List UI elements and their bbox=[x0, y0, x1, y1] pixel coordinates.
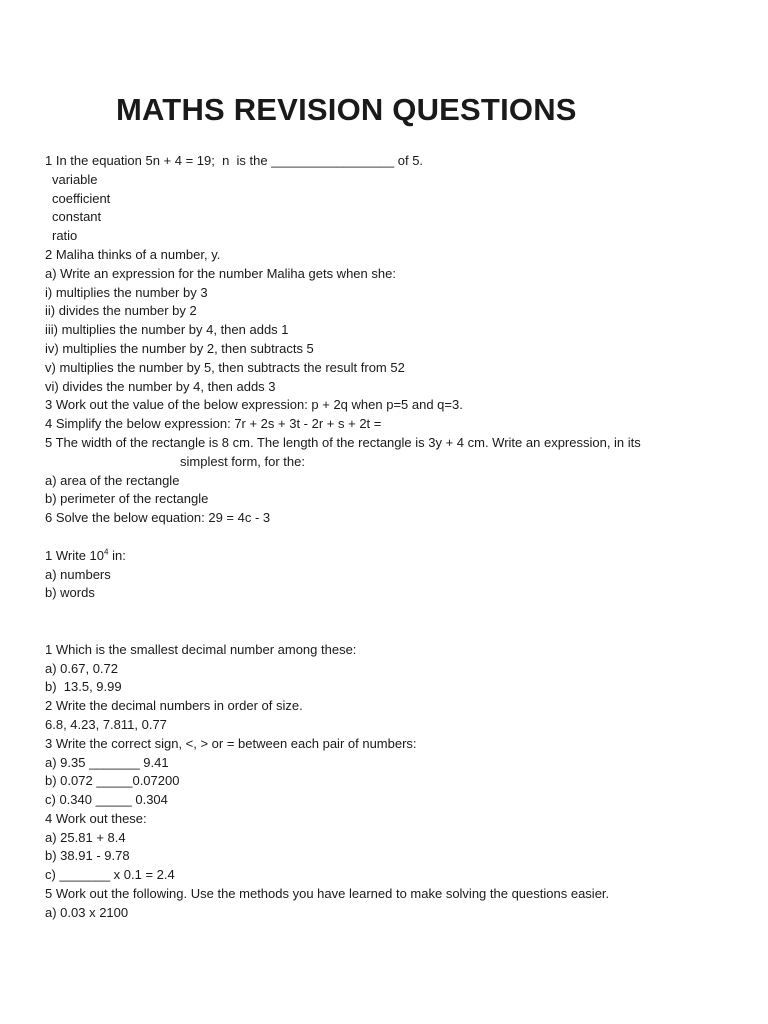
decimals-question-4: 4 Work out these: bbox=[45, 810, 147, 826]
decimals-values: 6.8, 4.23, 7.811, 0.77 bbox=[45, 716, 167, 732]
question-2: 2 Maliha thinks of a number, y. bbox=[45, 246, 221, 262]
question-1: 1 In the equation 5n + 4 = 19; n is the _________________ of 5. bbox=[45, 153, 424, 168]
decimals-part: a) 0.67, 0.72 bbox=[45, 660, 118, 676]
question-6: 6 Solve the below equation: 29 = 4c - 3 bbox=[45, 510, 271, 526]
question-2-part: vi) divides the number by 4, then adds 3 bbox=[45, 378, 276, 394]
question-3: 3 Work out the value of the below expression: p + 2q when p=5 and q=3. bbox=[45, 397, 463, 413]
page-title: MATHS REVISION QUESTIONS bbox=[116, 92, 577, 127]
decimals-part: c) _______ x 0.1 = 2.4 bbox=[45, 867, 175, 883]
powers-part: b) words bbox=[45, 585, 95, 601]
powers-question-1 bbox=[45, 547, 745, 566]
question-2a: a) Write an expression for the number Maliha gets when she: bbox=[45, 265, 396, 281]
question-5-part: a) area of the rectangle bbox=[45, 472, 180, 488]
option-constant: constant bbox=[52, 209, 102, 225]
decimals-part: b) 13.5, 9.99 bbox=[45, 679, 122, 695]
question-2-part: iii) multiplies the number by 4, then adds 1 bbox=[45, 322, 289, 338]
decimals-part: a) 9.35 _______ 9.41 bbox=[45, 754, 169, 770]
question-5: 5 The width of the rectangle is 8 cm. The length of the rectangle is 3y + 4 cm. Write an expression, in its bbox=[45, 434, 641, 450]
decimals-question-2: 2 Write the decimal numbers in order of size. bbox=[45, 698, 303, 714]
powers-part: a) numbers bbox=[45, 566, 111, 582]
question-body bbox=[45, 152, 745, 923]
question-2-part: i) multiplies the number by 3 bbox=[45, 284, 208, 300]
decimals-part: a) 25.81 + 8.4 bbox=[45, 829, 126, 845]
option-ratio: ratio bbox=[52, 228, 78, 244]
question-2-part: v) multiplies the number by 5, then subtracts the result from 52 bbox=[45, 359, 405, 375]
question-2-part: iv) multiplies the number by 2, then subtracts 5 bbox=[45, 340, 314, 356]
option-variable: variable bbox=[52, 171, 98, 187]
decimals-part: c) 0.340 _____ 0.304 bbox=[45, 792, 168, 808]
decimals-question-1: 1 Which is the smallest decimal number among these: bbox=[45, 641, 357, 657]
decimals-part: b) 38.91 - 9.78 bbox=[45, 848, 130, 864]
question-2-part: ii) divides the number by 2 bbox=[45, 303, 197, 319]
powers-suffix: in: bbox=[108, 547, 126, 563]
decimals-question-5: 5 Work out the following. Use the methods you have learned to make solving the questions easier. bbox=[45, 886, 610, 902]
decimals-question-3: 3 Write the correct sign, <, > or = between each pair of numbers: bbox=[45, 735, 417, 751]
spacer bbox=[45, 603, 745, 641]
question-5-part: b) perimeter of the rectangle bbox=[45, 491, 209, 507]
exponent: 4 bbox=[104, 547, 109, 557]
option-coefficient: coefficient bbox=[52, 190, 111, 206]
decimals-part: b) 0.072 _____0.07200 bbox=[45, 773, 180, 789]
question-5-continued: simplest form, for the: bbox=[180, 453, 305, 469]
powers-prefix: 1 Write 10 bbox=[45, 547, 105, 563]
question-4: 4 Simplify the below expression: 7r + 2s + 3t - 2r + s + 2t = bbox=[45, 416, 382, 432]
spacer bbox=[45, 528, 745, 547]
decimals-part: a) 0.03 x 2100 bbox=[45, 904, 129, 920]
